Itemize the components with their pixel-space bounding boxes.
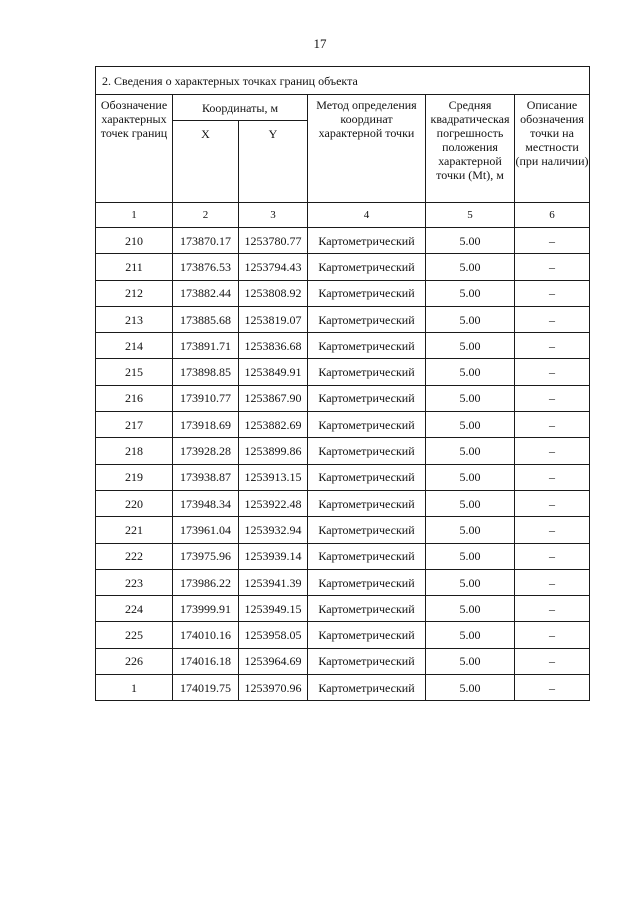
table-row: [96, 412, 590, 438]
header-y: Y: [239, 121, 308, 203]
cell-method: Картометрический: [308, 280, 426, 306]
cell-description: –: [515, 464, 590, 490]
column-number: 2: [173, 203, 239, 228]
cell-method: Картометрический: [308, 596, 426, 622]
section-title-row: [96, 67, 590, 95]
header-x: X: [173, 121, 239, 203]
cell-x: 173918.69: [173, 412, 239, 438]
table-row: [96, 359, 590, 385]
cell-accuracy: 5.00: [426, 306, 515, 332]
cell-description: –: [515, 648, 590, 674]
cell-point: 218: [96, 438, 173, 464]
cell-point: 215: [96, 359, 173, 385]
cell-method: Картометрический: [308, 569, 426, 595]
table-row: [96, 569, 590, 595]
cell-y: 1253808.92: [239, 280, 308, 306]
cell-description: –: [515, 675, 590, 701]
boundary-points-table: [95, 66, 590, 701]
cell-accuracy: 5.00: [426, 359, 515, 385]
table-row: [96, 438, 590, 464]
cell-accuracy: 5.00: [426, 569, 515, 595]
cell-point: 219: [96, 464, 173, 490]
cell-point: 212: [96, 280, 173, 306]
cell-y: 1253794.43: [239, 254, 308, 280]
cell-point: 221: [96, 517, 173, 543]
header-coordinates: Координаты, м: [173, 95, 308, 121]
cell-accuracy: 5.00: [426, 385, 515, 411]
cell-description: –: [515, 254, 590, 280]
cell-point: 225: [96, 622, 173, 648]
cell-method: Картометрический: [308, 385, 426, 411]
cell-y: 1253949.15: [239, 596, 308, 622]
column-number: 4: [308, 203, 426, 228]
table-row: [96, 648, 590, 674]
cell-y: 1253913.15: [239, 464, 308, 490]
cell-description: –: [515, 569, 590, 595]
cell-description: –: [515, 596, 590, 622]
header-accuracy: Средняя квадратическая погрешность положения характерной точки (Mt), м: [426, 95, 515, 203]
cell-y: 1253964.69: [239, 648, 308, 674]
cell-x: 174010.16: [173, 622, 239, 648]
cell-y: 1253867.90: [239, 385, 308, 411]
cell-point: 213: [96, 306, 173, 332]
header-method: Метод определения координат характерной точки: [308, 95, 426, 203]
cell-description: –: [515, 543, 590, 569]
cell-y: 1253970.96: [239, 675, 308, 701]
cell-x: 173885.68: [173, 306, 239, 332]
cell-description: –: [515, 333, 590, 359]
cell-accuracy: 5.00: [426, 622, 515, 648]
cell-accuracy: 5.00: [426, 412, 515, 438]
cell-y: 1253939.14: [239, 543, 308, 569]
cell-x: 173876.53: [173, 254, 239, 280]
cell-description: –: [515, 280, 590, 306]
table-row: [96, 517, 590, 543]
cell-description: –: [515, 412, 590, 438]
header-description: Описание обозначения точки на местности (при наличии): [515, 95, 590, 203]
cell-x: 173882.44: [173, 280, 239, 306]
table-row: [96, 596, 590, 622]
page-number: 17: [313, 36, 327, 51]
table-row: [96, 254, 590, 280]
column-number-row: [96, 203, 590, 228]
cell-x: 173898.85: [173, 359, 239, 385]
cell-method: Картометрический: [308, 675, 426, 701]
cell-point: 211: [96, 254, 173, 280]
cell-x: 174019.75: [173, 675, 239, 701]
cell-description: –: [515, 306, 590, 332]
cell-x: 173938.87: [173, 464, 239, 490]
cell-method: Картометрический: [308, 306, 426, 332]
table-row: [96, 306, 590, 332]
cell-method: Картометрический: [308, 648, 426, 674]
table-row: [96, 333, 590, 359]
cell-y: 1253899.86: [239, 438, 308, 464]
cell-description: –: [515, 385, 590, 411]
cell-method: Картометрический: [308, 543, 426, 569]
column-number: 3: [239, 203, 308, 228]
cell-method: Картометрический: [308, 412, 426, 438]
cell-method: Картометрический: [308, 517, 426, 543]
table-row: [96, 622, 590, 648]
cell-accuracy: 5.00: [426, 228, 515, 254]
cell-description: –: [515, 228, 590, 254]
table-row: [96, 675, 590, 701]
cell-method: Картометрический: [308, 464, 426, 490]
table-row: [96, 228, 590, 254]
cell-x: 173891.71: [173, 333, 239, 359]
column-number: 1: [96, 203, 173, 228]
cell-y: 1253780.77: [239, 228, 308, 254]
cell-method: Картометрический: [308, 254, 426, 280]
cell-y: 1253819.07: [239, 306, 308, 332]
cell-x: 174016.18: [173, 648, 239, 674]
table-row: [96, 464, 590, 490]
cell-accuracy: 5.00: [426, 517, 515, 543]
cell-point: 226: [96, 648, 173, 674]
cell-description: –: [515, 359, 590, 385]
header-point-name: Обозначение характерных точек границ: [96, 95, 173, 203]
cell-point: 220: [96, 490, 173, 516]
cell-method: Картометрический: [308, 622, 426, 648]
cell-y: 1253882.69: [239, 412, 308, 438]
cell-y: 1253958.05: [239, 622, 308, 648]
cell-description: –: [515, 490, 590, 516]
cell-accuracy: 5.00: [426, 543, 515, 569]
column-number: 6: [515, 203, 590, 228]
cell-description: –: [515, 438, 590, 464]
cell-x: 173999.91: [173, 596, 239, 622]
table-row: [96, 490, 590, 516]
cell-x: 173975.96: [173, 543, 239, 569]
cell-point: 1: [96, 675, 173, 701]
section-title: 2. Сведения о характерных точках границ объекта: [96, 67, 590, 95]
cell-description: –: [515, 517, 590, 543]
header-row: [96, 95, 590, 121]
cell-accuracy: 5.00: [426, 280, 515, 306]
cell-accuracy: 5.00: [426, 254, 515, 280]
cell-point: 217: [96, 412, 173, 438]
table-row: [96, 280, 590, 306]
cell-x: 173928.28: [173, 438, 239, 464]
cell-point: 223: [96, 569, 173, 595]
cell-x: 173961.04: [173, 517, 239, 543]
cell-accuracy: 5.00: [426, 596, 515, 622]
cell-description: –: [515, 622, 590, 648]
cell-method: Картометрический: [308, 438, 426, 464]
cell-accuracy: 5.00: [426, 438, 515, 464]
cell-point: 224: [96, 596, 173, 622]
cell-accuracy: 5.00: [426, 464, 515, 490]
table-row: [96, 385, 590, 411]
cell-x: 173986.22: [173, 569, 239, 595]
cell-method: Картометрический: [308, 490, 426, 516]
column-number: 5: [426, 203, 515, 228]
cell-accuracy: 5.00: [426, 490, 515, 516]
cell-x: 173910.77: [173, 385, 239, 411]
cell-y: 1253922.48: [239, 490, 308, 516]
cell-point: 222: [96, 543, 173, 569]
cell-x: 173948.34: [173, 490, 239, 516]
cell-point: 214: [96, 333, 173, 359]
cell-point: 216: [96, 385, 173, 411]
cell-x: 173870.17: [173, 228, 239, 254]
cell-method: Картометрический: [308, 228, 426, 254]
cell-accuracy: 5.00: [426, 648, 515, 674]
cell-method: Картометрический: [308, 333, 426, 359]
cell-method: Картометрический: [308, 359, 426, 385]
cell-y: 1253941.39: [239, 569, 308, 595]
cell-y: 1253836.68: [239, 333, 308, 359]
cell-accuracy: 5.00: [426, 333, 515, 359]
cell-y: 1253932.94: [239, 517, 308, 543]
cell-accuracy: 5.00: [426, 675, 515, 701]
table-row: [96, 543, 590, 569]
cell-y: 1253849.91: [239, 359, 308, 385]
cell-point: 210: [96, 228, 173, 254]
